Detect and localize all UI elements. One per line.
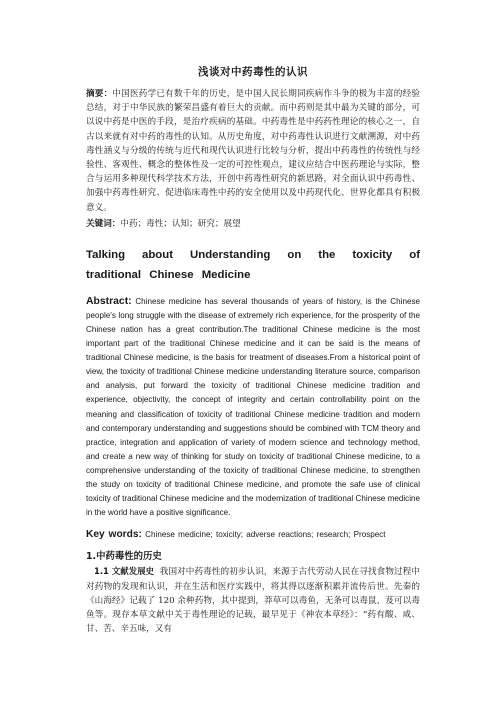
english-abstract-label: Abstract: [86, 295, 132, 307]
section-body-text: 我国对中药毒性的初步认识，来源于古代劳动人民在寻找食物过程中对药物的发现和认识，并在生活和医疗实践中，将其得以逐渐积累并流传后世。先秦的《山海经》记载了 120 余种药物，其中提到，莽草可以毒鱼，无条可以毒鼠，芨可以毒鱼等。现存本草文献中关于毒性理论的记载，最早见于《神农本草经》：“药有酸、咸、甘、苦、辛五味，又有 [86, 567, 420, 635]
english-abstract [86, 295, 420, 521]
chinese-keywords-text: 中药；毒性；认知；研究；展望 [120, 218, 241, 229]
chinese-abstract [86, 87, 420, 215]
chinese-abstract-label: 摘要： [86, 89, 113, 99]
english-title: Talking about Understanding on the toxicity of traditional Chinese Medicine [86, 248, 420, 281]
section-body [86, 564, 420, 636]
page-title: 浅谈对中药毒性的认识 [198, 66, 308, 78]
english-abstract-text: Chinese medicine has several thousands of years of history, is the Chinese people's long struggle with the disease of extremely rich experience, for the prosperity of the Chinese nation has a great contribution.The traditional Chinese medicine is the most important part of the traditional Chinese medicine and it can be said is the means of traditional Chinese medicine, is the basis for treatment of diseases.From a historical point of view, the toxicity of traditional Chinese medicine understanding literature source, comparison and analysis, put forward the toxicity of traditional Chinese medicine tradition and experience, objectivity, the concept of integrity and certain controllability point on the meaning and classification of toxicity of traditional Chinese medicine tradition and modern and contemporary understanding and suggestions should be combined with TCM theory and practice, integration and application of variety of modern science and technology method, and create a new way of thinking for study on toxicity of traditional Chinese medicine, to a comprehensive understanding of the toxicity of traditional Chinese medicine, to strengthen the study on toxicity of traditional Chinese medicine, and promote the safe use of clinical toxicity of traditional Chinese medicine and the modernization of traditional Chinese medicine in the world have a positive significance. [86, 296, 420, 518]
subsection-label: 1.1 文献发展史 [94, 566, 155, 577]
chinese-abstract-text: 中国医药学已有数千年的历史，是中国人民长期同疾病作斗争的极为丰富的经验总结，对于中华民族的繁荣昌盛有着巨大的贡献。而中药则是其中最为关键的部分，可以说中药是中医的手段，是治疗疾病的基础。中药毒性是中药药性理论的核心之一，自古以来就有对中药的毒性的认知。从历史角度，对中药毒性认识进行文献溯源，对中药毒性涵义与分级的传统与近代和现代认识进行比较与分析，提出中药毒性的传统性与经验性、客观性、概念的整体性及一定的可控性观点，建议应结合中医药理论与实际，整合与运用多种现代科学技术方法，开创中药毒性研究的新思路，对全面认识中药毒性、加强中药毒性研究、促进临床毒性中药的安全使用以及中药现代化、世界化都具有积极意义。 [86, 89, 420, 213]
english-keywords [86, 528, 420, 542]
chinese-keywords-label: 关键词： [86, 218, 121, 229]
section-heading: 1.中药毒性的历史 [86, 551, 162, 563]
chinese-keywords [86, 217, 420, 231]
english-keywords-label: Key words: [86, 529, 142, 541]
document-page [86, 64, 420, 636]
english-keywords-text: Chinese medicine; toxicity; adverse reactions; research; Prospect [145, 530, 386, 540]
